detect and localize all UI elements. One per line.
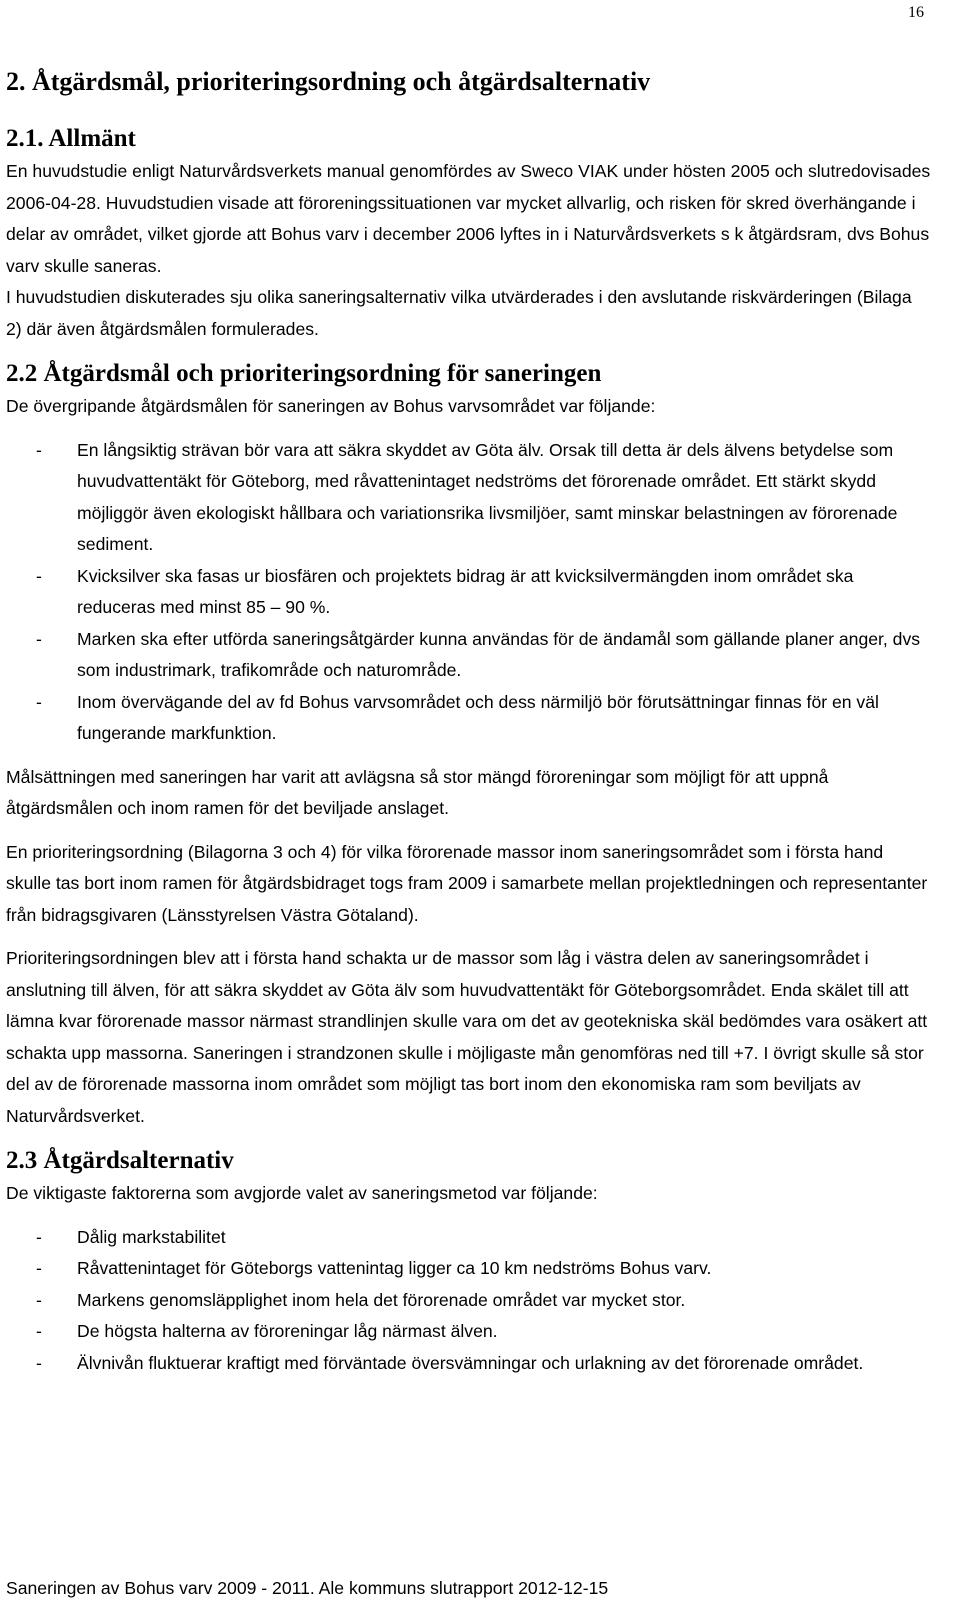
factors-list (6, 1222, 931, 1380)
list-item (6, 1253, 931, 1285)
dash-bullet: - (36, 439, 42, 460)
list-item (6, 435, 931, 561)
page-number: 16 (908, 4, 924, 21)
list-item-text: Råvattenintaget för Göteborgs vattenintag ligger ca 10 km nedströms Bohus varv. (77, 1258, 712, 1278)
list-item (6, 1222, 931, 1254)
dash-bullet: - (36, 1352, 42, 1373)
section-2-3 (6, 1144, 931, 1379)
section-2-1 (6, 122, 931, 345)
list-item-text: Markens genomsläpplighet inom hela det förorenade området var mycket stor. (77, 1289, 686, 1310)
list-item-text: Marken ska efter utförda saneringsåtgärder kunna användas för de ändamål som gällande planer anger, dvs som industrimark, trafikområde och naturområde. (77, 628, 921, 680)
list-item-text: En långsiktig strävan bör vara att säkra skyddet av Göta älv. Orsak till detta är dels älvens betydelse som huvudvattentäkt för Göteborg, med råvattenintaget nedströms det förorenade området. Ett stärkt skydd möjliggör även ekologiskt hållbara och variationsrika livsmiljöer, samt minskar belastningen av förorenade sediment. (77, 439, 898, 554)
paragraph: I huvudstudien diskuterades sju olika saneringsalternativ vilka utvärderades i den avslutande riskvärderingen (Bilaga 2) där även åtgärdsmålen formulerades. (6, 287, 912, 339)
section-heading-2-3: 2.3 Åtgärdsalternativ (6, 1147, 234, 1174)
list-item-text: Älvnivån fluktuerar kraftigt med förväntade översvämningar och urlakning av det förorenade området. (77, 1352, 864, 1373)
paragraph: Målsättningen med saneringen har varit att avlägsna så stor mängd föroreningar som möjligt för att uppnå åtgärdsmålen och inom ramen för det beviljade anslaget. (6, 766, 829, 818)
list-item-text: Dålig markstabilitet (77, 1226, 226, 1247)
list-item (6, 1316, 931, 1348)
list-item-text: Inom övervägande del av fd Bohus varvsområdet och dess närmiljö bör förutsättningar finnas för en väl fungerande markfunktion. (77, 691, 879, 743)
dash-bullet: - (36, 565, 42, 586)
page-content (6, 62, 931, 1391)
page-footer: Saneringen av Bohus varv 2009 - 2011. Ale kommuns slutrapport 2012-12-15 (6, 1578, 609, 1598)
section-heading-2-2: 2.2 Åtgärdsmål och prioriteringsordning för saneringen (6, 360, 602, 387)
dash-bullet: - (36, 1289, 42, 1310)
section-heading-2-1: 2.1. Allmänt (6, 125, 136, 152)
paragraph: Prioriteringsordningen blev att i första hand schakta ur de massor som låg i västra delen av saneringsområdet i anslutning till älven, för att säkra skyddet av Göta älv som huvudvattentäkt för Göteborgsområdet. Enda skälet till att lämna kvar förorenade massor närmast strandlinjen skulle vara om det av geotekniska skäl bedömdes vara osäkert att schakta upp massorna. Saneringen i strandzonen skulle i möjligaste mån genomföras ned till +7. I övrigt skulle så stor del av de förorenade massorna inom området som möjligt tas bort inom den ekonomiska ram som beviljats av Naturvårdsverket. (6, 948, 928, 1126)
list-item (6, 1285, 931, 1317)
section-2-2 (6, 357, 931, 1132)
paragraph: En prioriteringsordning (Bilagorna 3 och 4) för vilka förorenade massor inom saneringsområdet som i första hand skulle tas bort inom ramen för åtgärdsbidraget togs fram 2009 i samarbete mellan projektledningen och representanter från bidragsgivaren (Länsstyrelsen Västra Götaland). (6, 841, 928, 925)
list-item (6, 561, 931, 624)
dash-bullet: - (36, 1226, 42, 1247)
list-item (6, 687, 931, 750)
section-intro: De viktigaste faktorerna som avgjorde valet av saneringsmetod var följande: (6, 1183, 598, 1203)
dash-bullet: - (36, 628, 42, 649)
chapter-heading: 2. Åtgärdsmål, prioriteringsordning och åtgärdsalternativ (6, 67, 651, 96)
list-item (6, 1348, 931, 1380)
list-item-text: Kvicksilver ska fasas ur biosfären och projektets bidrag är att kvicksilvermängden inom området ska reduceras med minst 85 – 90 %. (77, 565, 854, 617)
list-item (6, 624, 931, 687)
list-item-text: De högsta halterna av föroreningar låg närmast älven. (77, 1321, 498, 1341)
goals-list (6, 435, 931, 750)
section-intro: De övergripande åtgärdsmålen för saneringen av Bohus varvsområdet var följande: (6, 396, 656, 416)
dash-bullet: - (36, 1258, 42, 1278)
paragraph: En huvudstudie enligt Naturvårdsverkets manual genomfördes av Sweco VIAK under hösten 2005 och slutredovisades 2006-04-28. Huvudstudien visade att föroreningssituationen var mycket allvarlig, och risken för skred överhängande i delar av området, vilket gjorde att Bohus varv i december 2006 lyftes in i Naturvårdsverkets s k åtgärdsram, dvs Bohus varv skulle saneras. (6, 161, 931, 276)
dash-bullet: - (36, 1321, 42, 1341)
dash-bullet: - (36, 691, 42, 712)
